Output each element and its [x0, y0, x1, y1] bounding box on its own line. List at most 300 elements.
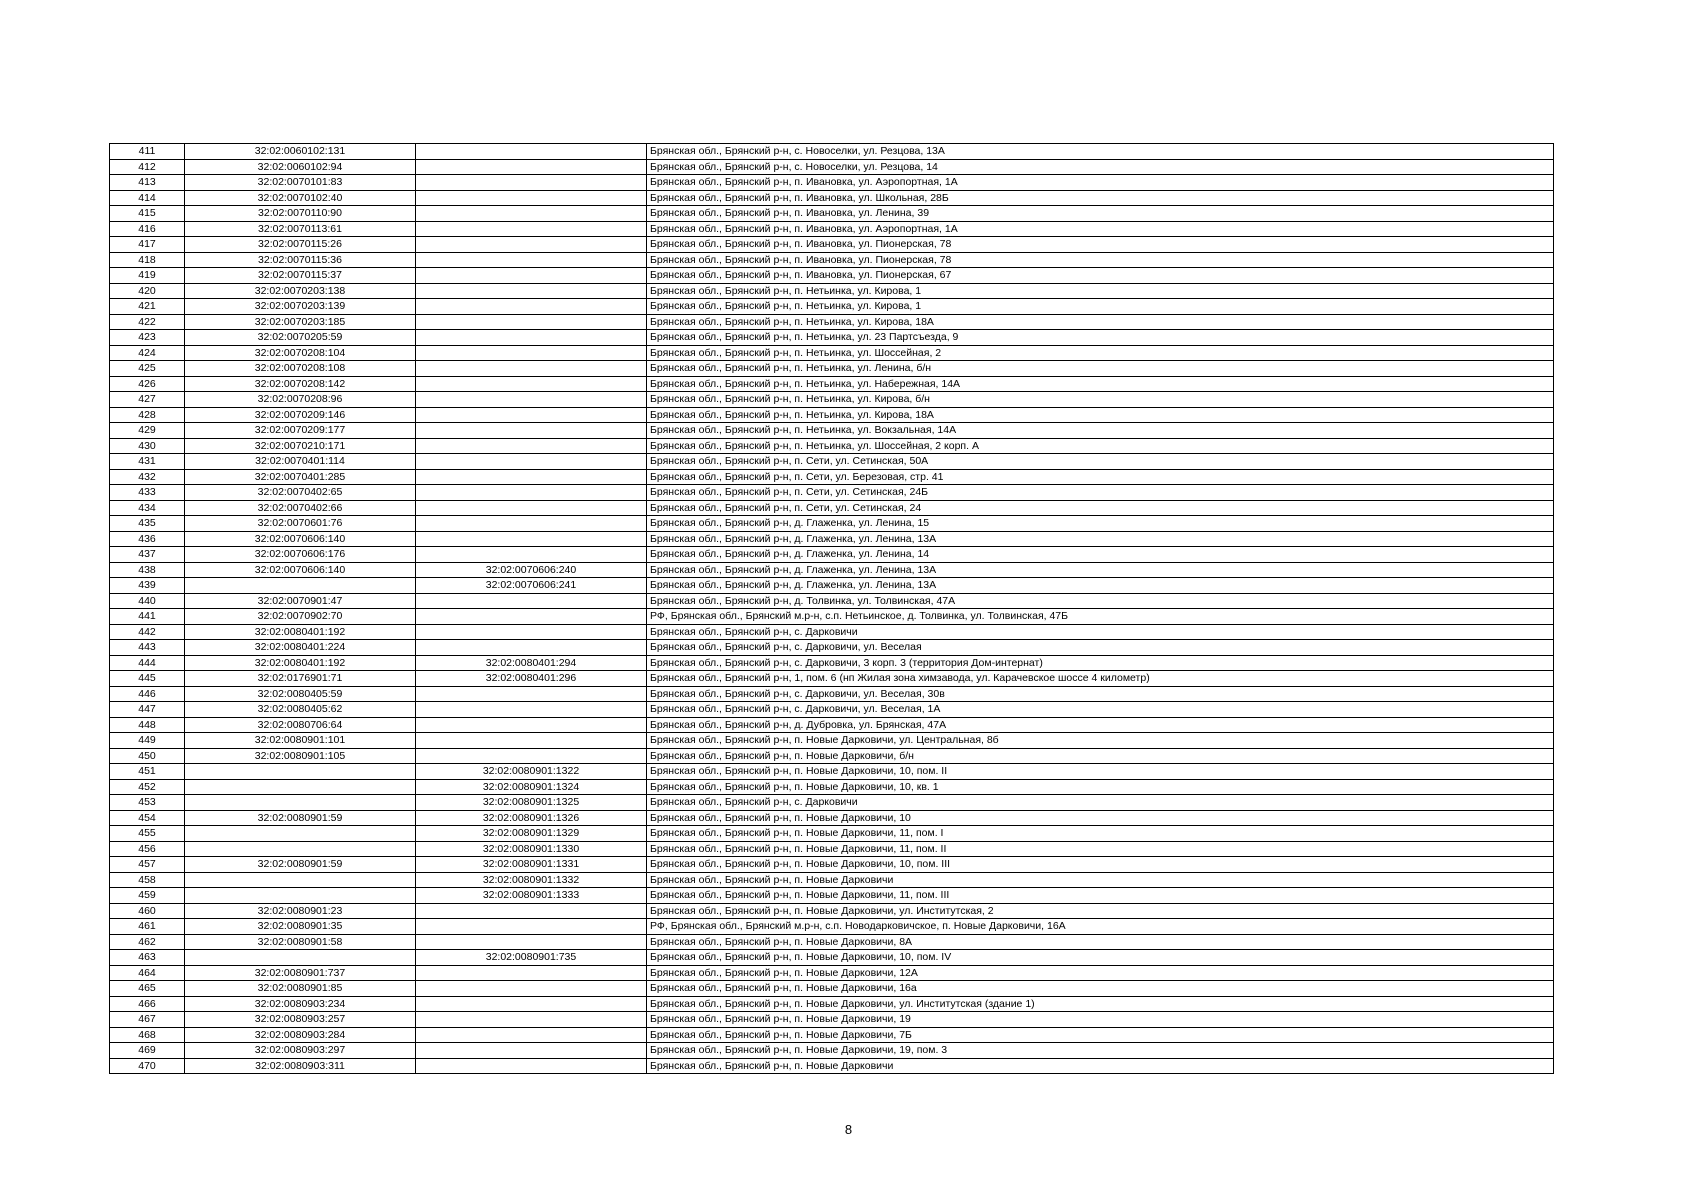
cadastral-number-cell: 32:02:0080901:105	[185, 748, 416, 764]
row-number-cell: 422	[110, 314, 185, 330]
row-number-cell: 460	[110, 903, 185, 919]
row-number-cell: 438	[110, 562, 185, 578]
address-cell: Брянская обл., Брянский р-н, п. Нетьинка, ул. Шоссейная, 2	[647, 345, 1554, 361]
registry-table	[109, 143, 1554, 1074]
address-cell: Брянская обл., Брянский р-н, п. Ивановка, ул. Ленина, 39	[647, 206, 1554, 222]
address-cell: Брянская обл., Брянский р-н, п. Нетьинка, ул. Набережная, 14А	[647, 376, 1554, 392]
related-cadastral-number-cell	[416, 996, 647, 1012]
table-row	[110, 686, 1554, 702]
row-number-cell: 446	[110, 686, 185, 702]
row-number-cell: 421	[110, 299, 185, 315]
table-row	[110, 981, 1554, 997]
row-number-cell: 436	[110, 531, 185, 547]
cadastral-number-cell: 32:02:0070606:140	[185, 562, 416, 578]
cadastral-number-cell: 32:02:0070205:59	[185, 330, 416, 346]
cadastral-number-cell: 32:02:0070203:139	[185, 299, 416, 315]
address-cell: Брянская обл., Брянский р-н, п. Нетьинка, ул. Кирова, б/н	[647, 392, 1554, 408]
table-row	[110, 764, 1554, 780]
related-cadastral-number-cell	[416, 717, 647, 733]
cadastral-number-cell: 32:02:0070113:61	[185, 221, 416, 237]
row-number-cell: 431	[110, 454, 185, 470]
row-number-cell: 468	[110, 1027, 185, 1043]
cadastral-number-cell: 32:02:0080401:192	[185, 655, 416, 671]
table-row	[110, 593, 1554, 609]
related-cadastral-number-cell	[416, 965, 647, 981]
row-number-cell: 444	[110, 655, 185, 671]
related-cadastral-number-cell: 32:02:0080901:1331	[416, 857, 647, 873]
cadastral-number-cell: 32:02:0080901:23	[185, 903, 416, 919]
related-cadastral-number-cell	[416, 531, 647, 547]
address-cell: Брянская обл., Брянский р-н, п. Нетьинка, ул. Ленина, б/н	[647, 361, 1554, 377]
related-cadastral-number-cell	[416, 702, 647, 718]
row-number-cell: 423	[110, 330, 185, 346]
table-row	[110, 500, 1554, 516]
row-number-cell: 458	[110, 872, 185, 888]
cadastral-number-cell: 32:02:0070401:285	[185, 469, 416, 485]
cadastral-number-cell: 32:02:0080901:85	[185, 981, 416, 997]
table-row	[110, 438, 1554, 454]
cadastral-number-cell: 32:02:0070401:114	[185, 454, 416, 470]
row-number-cell: 466	[110, 996, 185, 1012]
row-number-cell: 457	[110, 857, 185, 873]
related-cadastral-number-cell: 32:02:0080401:296	[416, 671, 647, 687]
address-cell: Брянская обл., Брянский р-н, с. Дарковичи	[647, 624, 1554, 640]
cadastral-number-cell: 32:02:0080901:737	[185, 965, 416, 981]
related-cadastral-number-cell	[416, 454, 647, 470]
cadastral-number-cell: 32:02:0070203:138	[185, 283, 416, 299]
row-number-cell: 464	[110, 965, 185, 981]
cadastral-number-cell: 32:02:0070102:40	[185, 190, 416, 206]
table-row	[110, 965, 1554, 981]
cadastral-number-cell: 32:02:0080901:101	[185, 733, 416, 749]
table-row	[110, 733, 1554, 749]
cadastral-number-cell: 32:02:0080901:35	[185, 919, 416, 935]
address-cell: Брянская обл., Брянский р-н, с. Дарковичи, ул. Веселая, 30в	[647, 686, 1554, 702]
table-row	[110, 485, 1554, 501]
row-number-cell: 435	[110, 516, 185, 532]
related-cadastral-number-cell	[416, 593, 647, 609]
row-number-cell: 434	[110, 500, 185, 516]
cadastral-number-cell	[185, 872, 416, 888]
row-number-cell: 411	[110, 144, 185, 160]
cadastral-number-cell: 32:02:0070110:90	[185, 206, 416, 222]
cadastral-number-cell: 32:02:0070601:76	[185, 516, 416, 532]
table-row	[110, 655, 1554, 671]
cadastral-number-cell: 32:02:0070101:83	[185, 175, 416, 191]
table-row	[110, 717, 1554, 733]
row-number-cell: 437	[110, 547, 185, 563]
related-cadastral-number-cell	[416, 609, 647, 625]
cadastral-number-cell: 32:02:0080706:64	[185, 717, 416, 733]
table-row	[110, 624, 1554, 640]
table-row	[110, 640, 1554, 656]
row-number-cell: 455	[110, 826, 185, 842]
cadastral-number-cell	[185, 779, 416, 795]
address-cell: Брянская обл., Брянский р-н, п. Нетьинка, ул. Кирова, 18А	[647, 314, 1554, 330]
table-row	[110, 841, 1554, 857]
row-number-cell: 465	[110, 981, 185, 997]
address-cell: Брянская обл., Брянский р-н, п. Новые Дарковичи, 7Б	[647, 1027, 1554, 1043]
row-number-cell: 417	[110, 237, 185, 253]
table-row	[110, 299, 1554, 315]
row-number-cell: 430	[110, 438, 185, 454]
cadastral-number-cell: 32:02:0080405:59	[185, 686, 416, 702]
address-cell: Брянская обл., Брянский р-н, д. Глаженка, ул. Ленина, 15	[647, 516, 1554, 532]
table-row	[110, 795, 1554, 811]
table-row	[110, 283, 1554, 299]
address-cell: Брянская обл., Брянский р-н, п. Сети, ул. Сетинская, 50А	[647, 454, 1554, 470]
related-cadastral-number-cell	[416, 640, 647, 656]
table-row	[110, 454, 1554, 470]
cadastral-number-cell: 32:02:0080903:311	[185, 1058, 416, 1074]
related-cadastral-number-cell	[416, 981, 647, 997]
row-number-cell: 440	[110, 593, 185, 609]
related-cadastral-number-cell: 32:02:0080901:1330	[416, 841, 647, 857]
related-cadastral-number-cell	[416, 1043, 647, 1059]
address-cell: Брянская обл., Брянский р-н, п. Новые Дарковичи, ул. Центральная, 8б	[647, 733, 1554, 749]
address-cell: Брянская обл., Брянский р-н, п. Нетьинка, ул. Кирова, 1	[647, 299, 1554, 315]
address-cell: Брянская обл., Брянский р-н, п. Новые Дарковичи, 12А	[647, 965, 1554, 981]
row-number-cell: 443	[110, 640, 185, 656]
related-cadastral-number-cell	[416, 919, 647, 935]
related-cadastral-number-cell	[416, 1012, 647, 1028]
cadastral-number-cell: 32:02:0080405:62	[185, 702, 416, 718]
row-number-cell: 426	[110, 376, 185, 392]
related-cadastral-number-cell	[416, 1058, 647, 1074]
row-number-cell: 428	[110, 407, 185, 423]
cadastral-number-cell: 32:02:0080903:297	[185, 1043, 416, 1059]
address-cell: Брянская обл., Брянский р-н, д. Глаженка, ул. Ленина, 13А	[647, 578, 1554, 594]
related-cadastral-number-cell	[416, 733, 647, 749]
related-cadastral-number-cell	[416, 1027, 647, 1043]
table-row	[110, 159, 1554, 175]
address-cell: Брянская обл., Брянский р-н, п. Новые Дарковичи, ул. Институтская, 2	[647, 903, 1554, 919]
related-cadastral-number-cell	[416, 423, 647, 439]
row-number-cell: 461	[110, 919, 185, 935]
cadastral-number-cell: 32:02:0070210:171	[185, 438, 416, 454]
cadastral-number-cell: 32:02:0080903:284	[185, 1027, 416, 1043]
address-cell: Брянская обл., Брянский р-н, п. Новые Дарковичи, 8А	[647, 934, 1554, 950]
cadastral-number-cell: 32:02:0070606:140	[185, 531, 416, 547]
cadastral-number-cell	[185, 888, 416, 904]
table-row	[110, 857, 1554, 873]
related-cadastral-number-cell	[416, 345, 647, 361]
cadastral-number-cell: 32:02:0070606:176	[185, 547, 416, 563]
cadastral-number-cell: 32:02:0070402:65	[185, 485, 416, 501]
table-row	[110, 206, 1554, 222]
table-row	[110, 469, 1554, 485]
row-number-cell: 447	[110, 702, 185, 718]
related-cadastral-number-cell	[416, 268, 647, 284]
cadastral-number-cell: 32:02:0070208:96	[185, 392, 416, 408]
cadastral-number-cell: 32:02:0070402:66	[185, 500, 416, 516]
related-cadastral-number-cell	[416, 221, 647, 237]
address-cell: Брянская обл., Брянский р-н, п. Новые Дарковичи, 16а	[647, 981, 1554, 997]
cadastral-number-cell: 32:02:0080903:234	[185, 996, 416, 1012]
address-cell: Брянская обл., Брянский р-н, п. Ивановка, ул. Пионерская, 78	[647, 237, 1554, 253]
row-number-cell: 451	[110, 764, 185, 780]
cadastral-number-cell: 32:02:0070209:146	[185, 407, 416, 423]
address-cell: Брянская обл., Брянский р-н, д. Глаженка, ул. Ленина, 13А	[647, 531, 1554, 547]
cadastral-number-cell	[185, 841, 416, 857]
table-row	[110, 1058, 1554, 1074]
related-cadastral-number-cell	[416, 190, 647, 206]
address-cell: Брянская обл., Брянский р-н, п. Ивановка, ул. Пионерская, 67	[647, 268, 1554, 284]
cadastral-number-cell: 32:02:0070901:47	[185, 593, 416, 609]
row-number-cell: 414	[110, 190, 185, 206]
page-number: 8	[844, 1122, 853, 1137]
related-cadastral-number-cell	[416, 330, 647, 346]
table-row	[110, 268, 1554, 284]
table-row	[110, 826, 1554, 842]
table-row	[110, 1027, 1554, 1043]
row-number-cell: 442	[110, 624, 185, 640]
table-row	[110, 392, 1554, 408]
row-number-cell: 441	[110, 609, 185, 625]
table-row	[110, 361, 1554, 377]
related-cadastral-number-cell	[416, 407, 647, 423]
table-row	[110, 144, 1554, 160]
related-cadastral-number-cell	[416, 547, 647, 563]
table-row	[110, 1043, 1554, 1059]
related-cadastral-number-cell	[416, 283, 647, 299]
row-number-cell: 454	[110, 810, 185, 826]
cadastral-number-cell: 32:02:0070203:185	[185, 314, 416, 330]
related-cadastral-number-cell	[416, 438, 647, 454]
related-cadastral-number-cell: 32:02:0080901:1333	[416, 888, 647, 904]
related-cadastral-number-cell	[416, 314, 647, 330]
cadastral-number-cell	[185, 795, 416, 811]
address-cell: Брянская обл., Брянский р-н, п. Новые Дарковичи, 10, пом. III	[647, 857, 1554, 873]
related-cadastral-number-cell: 32:02:0070606:241	[416, 578, 647, 594]
address-cell: Брянская обл., Брянский р-н, п. Нетьинка, ул. Вокзальная, 14А	[647, 423, 1554, 439]
row-number-cell: 429	[110, 423, 185, 439]
address-cell: Брянская обл., Брянский р-н, п. Новые Дарковичи, б/н	[647, 748, 1554, 764]
cadastral-number-cell: 32:02:0070208:142	[185, 376, 416, 392]
related-cadastral-number-cell	[416, 206, 647, 222]
cadastral-number-cell: 32:02:0080903:257	[185, 1012, 416, 1028]
cadastral-number-cell	[185, 764, 416, 780]
table-row	[110, 888, 1554, 904]
related-cadastral-number-cell	[416, 144, 647, 160]
row-number-cell: 469	[110, 1043, 185, 1059]
row-number-cell: 448	[110, 717, 185, 733]
address-cell: Брянская обл., Брянский р-н, с. Новоселки, ул. Резцова, 13А	[647, 144, 1554, 160]
related-cadastral-number-cell	[416, 237, 647, 253]
table-row	[110, 702, 1554, 718]
address-cell: Брянская обл., Брянский р-н, п. Новые Дарковичи, 11, пом. I	[647, 826, 1554, 842]
address-cell: Брянская обл., Брянский р-н, п. Сети, ул. Березовая, стр. 41	[647, 469, 1554, 485]
cadastral-number-cell: 32:02:0080901:58	[185, 934, 416, 950]
related-cadastral-number-cell: 32:02:0080401:294	[416, 655, 647, 671]
related-cadastral-number-cell	[416, 624, 647, 640]
row-number-cell: 445	[110, 671, 185, 687]
row-number-cell: 413	[110, 175, 185, 191]
address-cell: Брянская обл., Брянский р-н, п. Новые Дарковичи, 19	[647, 1012, 1554, 1028]
related-cadastral-number-cell	[416, 934, 647, 950]
row-number-cell: 412	[110, 159, 185, 175]
address-cell: Брянская обл., Брянский р-н, п. Ивановка, ул. Школьная, 28Б	[647, 190, 1554, 206]
address-cell: Брянская обл., Брянский р-н, д. Глаженка, ул. Ленина, 13А	[647, 562, 1554, 578]
row-number-cell: 415	[110, 206, 185, 222]
row-number-cell: 453	[110, 795, 185, 811]
cadastral-number-cell: 32:02:0060102:131	[185, 144, 416, 160]
related-cadastral-number-cell	[416, 686, 647, 702]
table-row	[110, 345, 1554, 361]
cadastral-number-cell: 32:02:0070208:108	[185, 361, 416, 377]
table-row	[110, 562, 1554, 578]
row-number-cell: 463	[110, 950, 185, 966]
table-row	[110, 547, 1554, 563]
address-cell: Брянская обл., Брянский р-н, с. Дарковичи, ул. Веселая	[647, 640, 1554, 656]
row-number-cell: 456	[110, 841, 185, 857]
row-number-cell: 425	[110, 361, 185, 377]
related-cadastral-number-cell	[416, 469, 647, 485]
cadastral-number-cell	[185, 950, 416, 966]
table-row	[110, 252, 1554, 268]
address-cell: Брянская обл., Брянский р-н, с. Дарковичи, 3 корп. 3 (территория Дом-интернат)	[647, 655, 1554, 671]
table-row	[110, 903, 1554, 919]
row-number-cell: 418	[110, 252, 185, 268]
address-cell: Брянская обл., Брянский р-н, п. Новые Дарковичи, 19, пом. 3	[647, 1043, 1554, 1059]
related-cadastral-number-cell	[416, 903, 647, 919]
table-row	[110, 810, 1554, 826]
table-row	[110, 934, 1554, 950]
table-row	[110, 609, 1554, 625]
address-cell: Брянская обл., Брянский р-н, п. Новые Дарковичи, 10, пом. IV	[647, 950, 1554, 966]
table-row	[110, 919, 1554, 935]
table-row	[110, 175, 1554, 191]
address-cell: Брянская обл., Брянский р-н, с. Дарковичи	[647, 795, 1554, 811]
address-cell: Брянская обл., Брянский р-н, п. Новые Дарковичи, 10	[647, 810, 1554, 826]
cadastral-number-cell: 32:02:0080401:224	[185, 640, 416, 656]
cadastral-number-cell: 32:02:0060102:94	[185, 159, 416, 175]
table-row	[110, 423, 1554, 439]
address-cell: Брянская обл., Брянский р-н, д. Толвинка, ул. Толвинская, 47А	[647, 593, 1554, 609]
row-number-cell: 432	[110, 469, 185, 485]
related-cadastral-number-cell: 32:02:0080901:1332	[416, 872, 647, 888]
table-row	[110, 996, 1554, 1012]
table-row	[110, 516, 1554, 532]
related-cadastral-number-cell: 32:02:0080901:1322	[416, 764, 647, 780]
address-cell: Брянская обл., Брянский р-н, п. Новые Дарковичи, 11, пом. II	[647, 841, 1554, 857]
address-cell: Брянская обл., Брянский р-н, п. Новые Дарковичи, 11, пом. III	[647, 888, 1554, 904]
row-number-cell: 467	[110, 1012, 185, 1028]
table-row	[110, 578, 1554, 594]
row-number-cell: 433	[110, 485, 185, 501]
table-row	[110, 237, 1554, 253]
related-cadastral-number-cell: 32:02:0080901:735	[416, 950, 647, 966]
row-number-cell: 459	[110, 888, 185, 904]
row-number-cell: 416	[110, 221, 185, 237]
row-number-cell: 462	[110, 934, 185, 950]
cadastral-number-cell: 32:02:0080401:192	[185, 624, 416, 640]
cadastral-number-cell: 32:02:0176901:71	[185, 671, 416, 687]
address-cell: Брянская обл., Брянский р-н, п. Нетьинка, ул. Шоссейная, 2 корп. А	[647, 438, 1554, 454]
address-cell: Брянская обл., Брянский р-н, п. Новые Дарковичи	[647, 872, 1554, 888]
address-cell: Брянская обл., Брянский р-н, д. Дубровка, ул. Брянская, 47А	[647, 717, 1554, 733]
table-row	[110, 872, 1554, 888]
cadastral-number-cell: 32:02:0080901:59	[185, 857, 416, 873]
address-cell: РФ, Брянская обл., Брянский м.р-н, с.п. Новодарковичское, п. Новые Дарковичи, 16А	[647, 919, 1554, 935]
related-cadastral-number-cell: 32:02:0080901:1326	[416, 810, 647, 826]
cadastral-number-cell	[185, 578, 416, 594]
related-cadastral-number-cell	[416, 376, 647, 392]
address-cell: Брянская обл., Брянский р-н, п. Новые Дарковичи	[647, 1058, 1554, 1074]
related-cadastral-number-cell	[416, 252, 647, 268]
address-cell: Брянская обл., Брянский р-н, п. Новые Дарковичи, 10, кв. 1	[647, 779, 1554, 795]
address-cell: Брянская обл., Брянский р-н, п. Нетьинка, ул. Кирова, 18А	[647, 407, 1554, 423]
table-row	[110, 314, 1554, 330]
related-cadastral-number-cell	[416, 500, 647, 516]
related-cadastral-number-cell: 32:02:0070606:240	[416, 562, 647, 578]
related-cadastral-number-cell	[416, 299, 647, 315]
cadastral-number-cell: 32:02:0070115:37	[185, 268, 416, 284]
row-number-cell: 424	[110, 345, 185, 361]
cadastral-number-cell: 32:02:0070208:104	[185, 345, 416, 361]
address-cell: Брянская обл., Брянский р-н, п. Новые Дарковичи, ул. Институтская (здание 1)	[647, 996, 1554, 1012]
address-cell: Брянская обл., Брянский р-н, п. Нетьинка, ул. Кирова, 1	[647, 283, 1554, 299]
address-cell: Брянская обл., Брянский р-н, п. Ивановка, ул. Аэропортная, 1А	[647, 221, 1554, 237]
address-cell: Брянская обл., Брянский р-н, с. Дарковичи, ул. Веселая, 1А	[647, 702, 1554, 718]
row-number-cell: 420	[110, 283, 185, 299]
table-row	[110, 531, 1554, 547]
table-row	[110, 671, 1554, 687]
cadastral-number-cell: 32:02:0080901:59	[185, 810, 416, 826]
related-cadastral-number-cell	[416, 392, 647, 408]
table-row	[110, 748, 1554, 764]
address-cell: РФ, Брянская обл., Брянский м.р-н, с.п. Нетьинское, д. Толвинка, ул. Толвинская, 47Б	[647, 609, 1554, 625]
related-cadastral-number-cell	[416, 159, 647, 175]
cadastral-number-cell: 32:02:0070115:36	[185, 252, 416, 268]
row-number-cell: 449	[110, 733, 185, 749]
cadastral-number-cell	[185, 826, 416, 842]
table-row	[110, 376, 1554, 392]
cadastral-number-cell: 32:02:0070209:177	[185, 423, 416, 439]
table-row	[110, 221, 1554, 237]
address-cell: Брянская обл., Брянский р-н, п. Ивановка, ул. Аэропортная, 1А	[647, 175, 1554, 191]
table-row	[110, 1012, 1554, 1028]
related-cadastral-number-cell: 32:02:0080901:1329	[416, 826, 647, 842]
address-cell: Брянская обл., Брянский р-н, п. Сети, ул. Сетинская, 24Б	[647, 485, 1554, 501]
table-row	[110, 190, 1554, 206]
cadastral-number-cell: 32:02:0070115:26	[185, 237, 416, 253]
row-number-cell: 452	[110, 779, 185, 795]
row-number-cell: 439	[110, 578, 185, 594]
cadastral-number-cell: 32:02:0070902:70	[185, 609, 416, 625]
table-row	[110, 950, 1554, 966]
address-cell: Брянская обл., Брянский р-н, п. Сети, ул. Сетинская, 24	[647, 500, 1554, 516]
address-cell: Брянская обл., Брянский р-н, с. Новоселки, ул. Резцова, 14	[647, 159, 1554, 175]
registry-table-body	[110, 144, 1554, 1074]
row-number-cell: 470	[110, 1058, 185, 1074]
row-number-cell: 419	[110, 268, 185, 284]
related-cadastral-number-cell	[416, 748, 647, 764]
table-row	[110, 407, 1554, 423]
table-row	[110, 779, 1554, 795]
related-cadastral-number-cell	[416, 485, 647, 501]
address-cell: Брянская обл., Брянский р-н, д. Глаженка, ул. Ленина, 14	[647, 547, 1554, 563]
related-cadastral-number-cell: 32:02:0080901:1325	[416, 795, 647, 811]
address-cell: Брянская обл., Брянский р-н, п. Новые Дарковичи, 10, пом. II	[647, 764, 1554, 780]
table-row	[110, 330, 1554, 346]
address-cell: Брянская обл., Брянский р-н, п. Ивановка, ул. Пионерская, 78	[647, 252, 1554, 268]
address-cell: Брянская обл., Брянский р-н, 1, пом. 6 (нп Жилая зона химзавода, ул. Карачевское шоссе 4 километр)	[647, 671, 1554, 687]
related-cadastral-number-cell	[416, 516, 647, 532]
related-cadastral-number-cell	[416, 175, 647, 191]
related-cadastral-number-cell	[416, 361, 647, 377]
row-number-cell: 427	[110, 392, 185, 408]
